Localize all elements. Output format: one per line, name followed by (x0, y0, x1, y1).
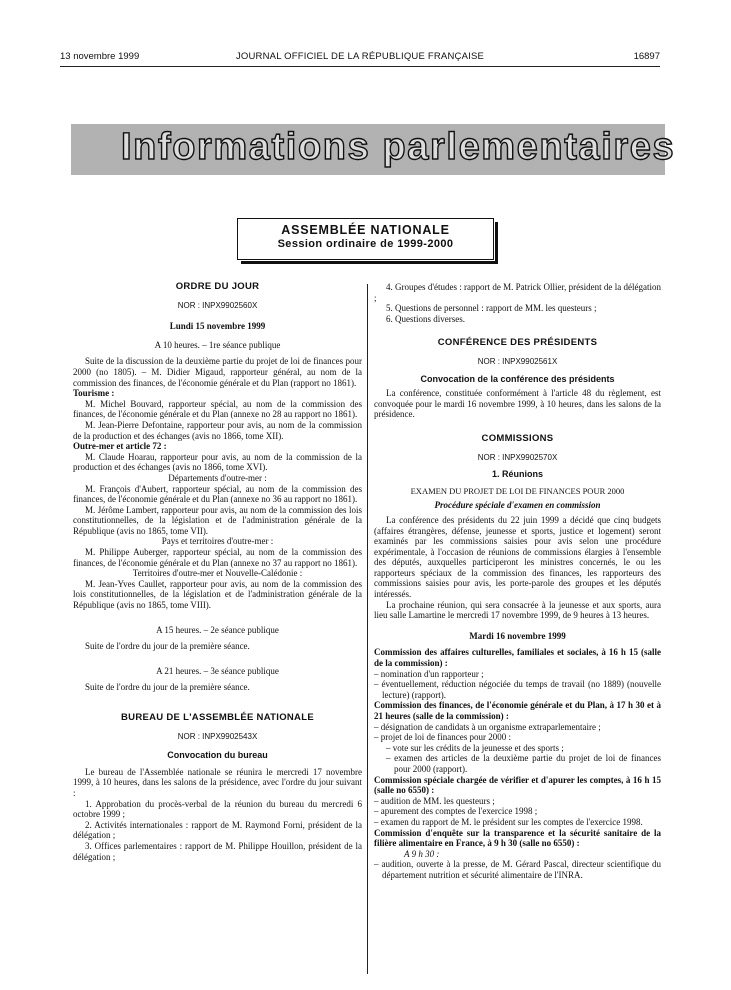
assemblee-box (237, 218, 494, 260)
ordre-date: Lundi 15 novembre 1999 (169, 321, 266, 332)
c3-item-2: – apurement des comptes de l'exercice 1998 ; (374, 806, 538, 817)
c2-title: Commission des finances, de l'économie générale et du Plan, à 17 h 30 et à 21 heures (salle de la commission) : (374, 700, 661, 721)
c3-item-1: – audition de MM. les questeurs ; (374, 795, 495, 806)
bureau-intro: Le bureau de l'Assemblée nationale se réunira le mercredi 17 novembre 1999, à 10 heures, dans les salons de la présidence, avec l'ordre du jour suivant : (73, 766, 362, 798)
ordre-p6: M. Jérôme Lambert, rapporteur pour avis, au nom de la commission des lois constitutionnelles, de la législation et de l'administration générale de la République (avis no 1865, tome VII). (73, 504, 362, 536)
commissions-sub: 1. Réunions (491, 469, 543, 480)
header-date: 13 novembre 1999 (60, 51, 140, 62)
seance-3: A 21 heures. – 3e séance publique (156, 665, 279, 676)
conference-nor: NOR : INPX9902561X (477, 356, 558, 366)
ordre-p3: M. Jean-Pierre Defontaine, rapporteur pour avis, au nom de la commission de la production et des échanges (avis no 1866, tome XII). (73, 419, 362, 441)
c4-title: Commission d'enquête sur la transparence et la sécurité sanitaire de la filière alimentaire en France, à 9 h 30 (salle no 6550) : (374, 827, 661, 849)
left-column (73, 282, 362, 862)
ordre-p1: Suite de la discussion de la deuxième partie du projet de loi de finances pour 2000 (no 1805). – M. Didier Migaud, rapporteur général, au nom de la commission des finances, de l'économie générale et du Plan (rapport no 1861). (73, 356, 362, 388)
commissions-p2: La prochaine réunion, qui sera consacrée à la jeunesse et aux sports, aura lieu salle Lamartine le mercredi 17 novembre 1999, de 9 heures à 13 heures. (374, 599, 661, 621)
c2-item-2: – projet de loi de finances pour 2000 : (374, 732, 511, 743)
header-journal: JOURNAL OFFICIEL DE LA RÉPUBLIQUE FRANÇAISE (235, 51, 485, 62)
c4-item-1: – audition, ouverte à la presse, de M. Gérard Pascal, directeur scientifique du département nutrition et sécurité alimentaire de l'INRA. (374, 859, 661, 880)
conference-sub: Convocation de la conférence des présidents (420, 373, 615, 384)
c1-item-1: – nomination d'un rapporteur ; (374, 668, 484, 679)
conference-title: CONFÉRENCE DES PRÉSIDENTS (437, 337, 598, 349)
bureau-nor: NOR : INPX9902543X (177, 731, 258, 741)
ordre-p5: M. François d'Aubert, rapporteur spécial, au nom de la commission des finances, de l'économie générale et du Plan (annexe no 36 au rapport no 1861). (73, 483, 362, 505)
ordre-nor: NOR : INPX9902560X (177, 300, 258, 310)
ordre-p7: M. Philippe Auberger, rapporteur spécial, au nom de la commission des finances, de l'économie générale et du Plan (annexe no 37 au rapport no 1861). (73, 547, 362, 568)
c3-item-3: – examen du rapport de M. le président sur les comptes de l'exercice 1998. (374, 816, 643, 827)
ordre-p2: M. Michel Bouvard, rapporteur spécial, au nom de la commission des finances, de l'économie générale et du Plan (annexe no 28 au rapport no 1861). (73, 398, 362, 420)
session-title: Session ordinaire de 1999-2000 (277, 238, 454, 250)
conference-text: La conférence, constituée conformément à l'article 48 du règlement, est convoquée pour le mardi 16 novembre 1999, à 10 heures, dans les salons de la présidence. (374, 388, 661, 420)
bureau-item-2: 2. Activités internationales : rapport de M. Raymond Forni, président de la délégation ; (73, 819, 362, 841)
dep-heading: Départements d'outre-mer : (168, 472, 267, 483)
exam-heading: EXAMEN DU PROJET DE LOI DE FINANCES POUR 2000 (410, 485, 625, 496)
outremer-heading: Outre-mer et article 72 : (73, 441, 167, 452)
bureau-sub: Convocation du bureau (167, 750, 268, 761)
running-header (60, 51, 660, 65)
commissions-nor: NOR : INPX9902570X (477, 452, 558, 462)
c2-item-3: – vote sur les crédits de la jeunesse et des sports ; (386, 742, 564, 753)
bureau-item-5: 5. Questions de personnel : rapport de MM. les questeurs ; (386, 303, 597, 314)
seance-2: A 15 heures. – 2e séance publique (156, 624, 279, 635)
c1-title: Commission des affaires culturelles, familiales et sociales, à 16 h 15 (salle de la commission) : (374, 647, 661, 669)
bureau-item-3: 3. Offices parlementaires : rapport de M. Philippe Houillon, président de la délégation ; (73, 840, 362, 862)
assemblee-title: ASSEMBLÉE NATIONALE (281, 223, 450, 237)
right-column (374, 282, 661, 881)
c2-item-1: – désignation de candidats à un organisme extraparlementaire ; (374, 721, 601, 732)
bureau-item-4: 4. Groupes d'études : rapport de M. Patrick Ollier, président de la délégation ; (374, 282, 661, 303)
c4-time: A 9 h 30 : (404, 848, 440, 859)
suite-2: Suite de l'ordre du jour de la première séance. (85, 641, 250, 652)
seance-1: A 10 heures. – 1re séance publique (154, 339, 281, 350)
ordre-p4: M. Claude Hoarau, rapporteur pour avis, au nom de la commission de la production et des échanges (avis no 1866, tome XVI). (73, 451, 362, 473)
commissions-title: COMMISSIONS (481, 432, 554, 444)
ordre-title: ORDRE DU JOUR (175, 281, 260, 292)
terr-heading: Territoires d'outre-mer et Nouvelle-Calédonie : (132, 568, 303, 579)
header-rule (60, 66, 660, 67)
header-page-number: 16897 (633, 51, 660, 62)
column-divider (367, 284, 368, 974)
c1-item-2: – éventuellement, réduction négociée du temps de travail (no 1889) (nouvelle lecture) (rapport). (374, 679, 661, 700)
procedure-heading: Procédure spéciale d'examen en commission (434, 500, 601, 511)
bureau-item-1: 1. Approbation du procès-verbal de la réunion du bureau du mercredi 6 octobre 1999 ; (73, 798, 362, 820)
mardi-heading: Mardi 16 novembre 1999 (469, 630, 566, 641)
c3-title: Commission spéciale chargée de vérifier et d'apurer les comptes, à 16 h 15 (salle no 6550) : (374, 774, 661, 796)
bureau-title: BUREAU DE L'ASSEMBLÉE NATIONALE (121, 712, 314, 723)
banner-title: Informations parlementaires (121, 126, 676, 168)
commissions-p1: La conférence des présidents du 22 juin 1999 a décidé que cinq budgets (affaires étrangères, défense, jeunesse et sports, justice et logement) seront examinés par les commissions saisies pour avis selon une procédure expérimentale, à l'occasion de réunions de commissions élargies à l'ensemble des députés, auxquelles participeront les ministres concernés, le ou les rapporteurs spéciaux de la commission des finances, les rapporteurs des commissions saisies pour avis, les porte-parole des groupes et les députés intéressés. (374, 514, 661, 600)
suite-3: Suite de l'ordre du jour de la première séance. (85, 682, 250, 693)
ordre-p8: M. Jean-Yves Caullet, rapporteur pour avis, au nom de la commission des lois constitutionnelles, de la législation et de l'administration générale de la République (avis no 1865, tome VIII). (73, 578, 362, 611)
c2-item-4: – examen des articles de la deuxième partie du projet de loi de finances pour 2000 (rapport). (386, 753, 661, 774)
pays-heading: Pays et territoires d'outre-mer : (161, 536, 274, 547)
section-banner (71, 124, 676, 175)
tourisme-heading: Tourisme : (73, 388, 115, 399)
bureau-item-6: 6. Questions diverses. (386, 313, 465, 324)
